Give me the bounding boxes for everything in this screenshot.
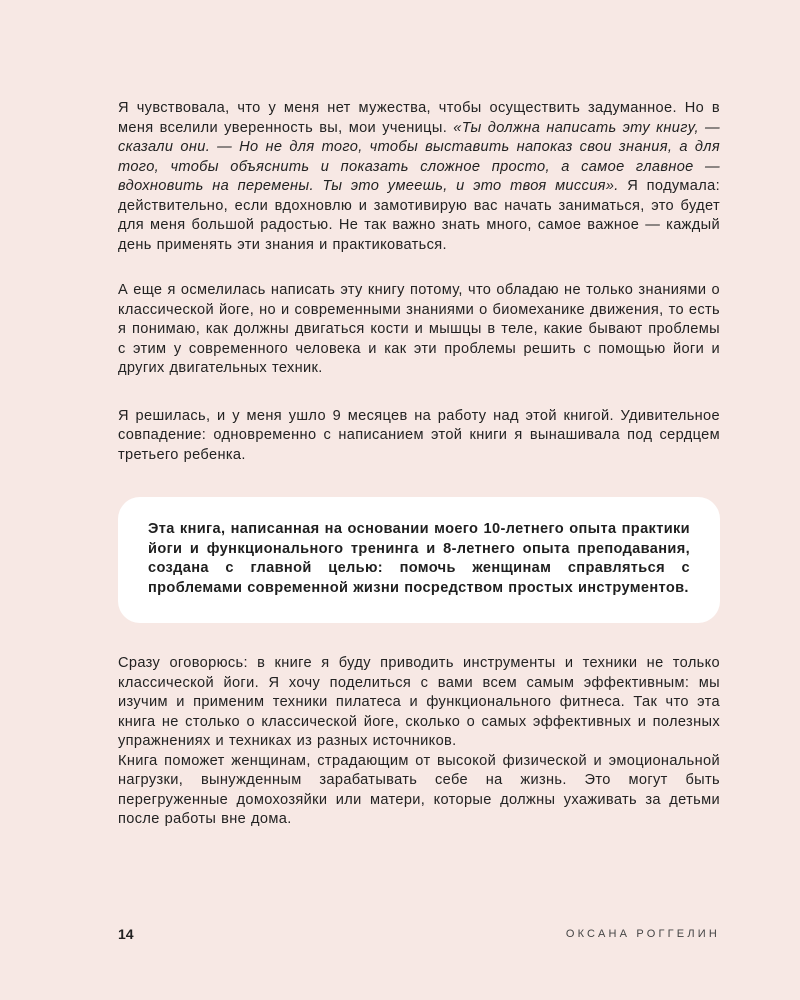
- paragraph-courage-text-end: Я подумала: действительно, если вдохновлю и замотивирую вас начать заниматься, это будет для меня большой радостью. Не так важно знать много, самое важное — каждый день применять эти знания и практиковаться.: [118, 178, 720, 253]
- page-footer: [118, 926, 720, 946]
- paragraph-nine-months: Я решилась, и у меня ушло 9 месяцев на работу над этой книгой. Удивительное совпадение: одновременно с написанием этой книги я вынашивала под сердцем третьего ребенка.: [118, 407, 720, 463]
- paragraph-techniques: Сразу оговорюсь: в книге я буду приводить инструменты и техники не только классической йоги. Я хочу поделиться с вами всем самым эффективным: мы изучим и применим техники пилатеса и функционального фитнеса. Так что эта книга не столько о классической йоге, сколько о самых эффективных и полезных упражнениях и техниках из разных источников.: [118, 655, 720, 749]
- callout-box: [118, 497, 720, 623]
- students-quote: «Ты должна написать эту книгу, — сказали они. — Но не для того, чтобы выставить напоказ свои знания, а для того, чтобы объяснить и показать сложное просто, а самое главное — вдохновить на перемены. Ты это умеешь, и это твоя миссия».: [118, 119, 720, 194]
- callout-text: Эта книга, написанная на основании моего 10-летнего опыта практики йоги и функционального тренинга и 8-летнего опыта преподавания, создана с главной целью: помочь женщинам справляться с проблемами современной жизни посредством простых инструментов.: [148, 521, 690, 596]
- page-body: [118, 99, 720, 851]
- paragraph-biomechanics: А еще я осмелилась написать эту книгу потому, что обладаю не только знаниями о классической йоге, но и современными знаниями о биомеханике движения, то есть я понимаю, как должны двигаться кости и мышцы в теле, какие бывают проблемы с этим у современного человека и как эти проблемы решить с помощью йоги и других двигательных техник.: [118, 282, 720, 376]
- paragraph-audience: Книга поможет женщинам, страдающим от высокой физической и эмоциональной нагрузки, вынужденным зарабатывать себе на жизнь. Это могут быть перегруженные домохозяйки или матери, которые должны ухаживать за детьми после работы вне дома.: [118, 752, 720, 827]
- page-number: 14: [118, 926, 134, 942]
- paragraph-courage: [118, 99, 720, 255]
- running-author: ОКСАНА РОГГЕЛИН: [565, 928, 720, 940]
- paragraph-courage-text-start: Я чувствовала, что у меня нет мужества, чтобы осуществить задуманное. Но в меня вселили уверенность вы, мои ученицы.: [118, 100, 720, 136]
